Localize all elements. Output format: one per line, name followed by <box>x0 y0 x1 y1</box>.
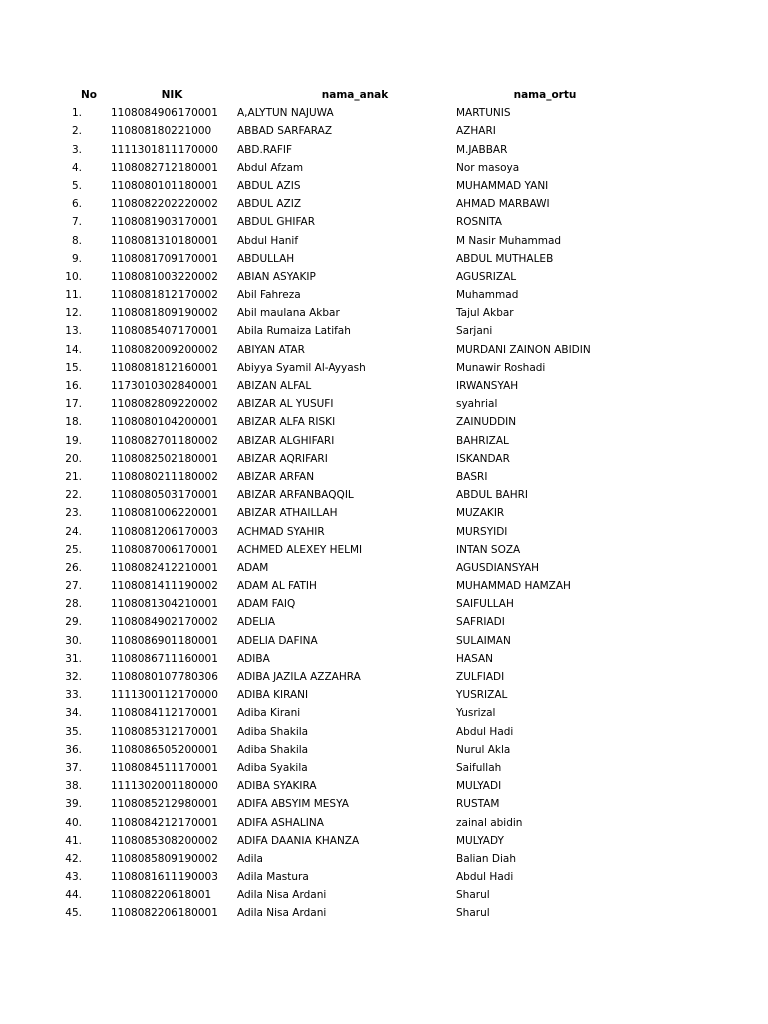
nama-anak-cell: ABIZAR ALGHIFARI <box>237 434 335 447</box>
row-number: 17. <box>65 398 82 411</box>
table-row <box>0 395 768 413</box>
nama-anak-cell: Adiba Shakila <box>237 743 309 756</box>
nama-ortu-cell: MULYADY <box>456 834 504 847</box>
row-number: 43. <box>65 871 82 884</box>
row-number: 26. <box>65 561 82 574</box>
row-number: 32. <box>65 671 82 683</box>
header-nama-ortu: nama_ortu <box>513 89 577 101</box>
row-number: 42. <box>65 852 82 865</box>
nik-cell: 1108081611190003 <box>111 871 218 884</box>
table-row <box>0 832 768 850</box>
table-row <box>0 741 768 759</box>
nama-ortu-cell: HASAN <box>456 652 493 665</box>
nama-anak-cell: ADIFA ABSYIM MESYA <box>237 798 349 811</box>
table-row <box>0 304 768 322</box>
nama-anak-cell: ADIBA JAZILA AZZAHRA <box>237 671 361 683</box>
nama-ortu-cell: MUHAMMAD YANI <box>456 179 549 192</box>
table-row <box>0 413 768 431</box>
nama-anak-cell: ABIZAR AQRIFARI <box>237 452 328 465</box>
nama-anak-cell: Adiba Shakila <box>237 725 309 738</box>
row-number: 31. <box>65 652 82 665</box>
nik-cell: 1108081304210001 <box>111 598 218 611</box>
nama-ortu-cell: Balian Diah <box>456 852 516 865</box>
nik-cell: 1108081709170001 <box>111 252 218 265</box>
nama-anak-cell: ADIBA <box>237 652 270 665</box>
nama-anak-cell: ABDUL AZIZ <box>237 198 302 211</box>
table-row <box>0 486 768 504</box>
nik-cell: 1108084212170001 <box>111 816 218 829</box>
row-number: 13. <box>65 325 82 338</box>
nik-cell: 1108082206180001 <box>111 907 218 920</box>
row-number: 9. <box>71 252 82 265</box>
table-row <box>0 650 768 668</box>
row-number: 36. <box>65 743 82 756</box>
row-number: 19. <box>65 434 82 447</box>
nama-ortu-cell: ISKANDAR <box>456 452 510 465</box>
nik-cell: 1108080211180002 <box>111 470 218 483</box>
row-number: 5. <box>71 179 82 192</box>
nik-cell: 1108081003220002 <box>111 270 218 283</box>
nama-ortu-cell: Munawir Roshadi <box>456 361 546 374</box>
table-row <box>0 541 768 559</box>
nama-ortu-cell: Muhammad <box>456 289 519 302</box>
nama-ortu-cell: MUZAKIR <box>456 507 505 520</box>
nama-anak-cell: ADAM AL FATIH <box>237 580 317 593</box>
table-row <box>0 577 768 595</box>
nik-cell: 1108081411190002 <box>111 580 218 593</box>
nama-anak-cell: Adila <box>237 852 263 865</box>
table-row <box>0 850 768 868</box>
nama-anak-cell: ADAM FAIQ <box>237 598 296 611</box>
nik-cell: 110808180221000 <box>111 125 212 138</box>
nik-cell: 1111302001180000 <box>111 780 218 793</box>
nama-ortu-cell: M.JABBAR <box>456 143 508 156</box>
nik-cell: 1108085312170001 <box>111 725 218 738</box>
row-number: 33. <box>65 689 82 702</box>
nama-ortu-cell: Nor masoya <box>456 161 520 174</box>
table-row <box>0 814 768 832</box>
row-number: 27. <box>65 580 82 593</box>
nama-anak-cell: ADELIA DAFINA <box>237 634 318 647</box>
nama-ortu-cell: INTAN SOZA <box>456 543 521 556</box>
nik-cell: 1108084511170001 <box>111 761 218 774</box>
table-row <box>0 359 768 377</box>
nama-anak-cell: Abdul Afzam <box>237 161 304 174</box>
nama-ortu-cell: Nurul Akla <box>456 743 511 756</box>
nik-cell: 1108085308200002 <box>111 834 218 847</box>
nik-cell: 1108080104200001 <box>111 416 218 429</box>
row-number: 1. <box>71 107 82 120</box>
nama-anak-cell: ABIZAN ALFAL <box>237 380 312 392</box>
nik-cell: 110808220618001 <box>111 889 212 902</box>
nik-cell: 1108082809220002 <box>111 398 218 411</box>
nama-anak-cell: ABIZAR ALFA RISKI <box>237 416 336 429</box>
nik-cell: 1108086901180001 <box>111 634 218 647</box>
nik-cell: 1108081812170002 <box>111 289 218 302</box>
nama-ortu-cell: SULAIMAN <box>456 634 511 647</box>
row-number: 10. <box>65 270 82 283</box>
nama-anak-cell: A,ALYTUN NAJUWA <box>237 107 334 120</box>
nama-ortu-cell: Yusrizal <box>456 707 496 720</box>
table-row <box>0 595 768 613</box>
nik-cell: 1108082009200002 <box>111 343 218 356</box>
nama-ortu-cell: M Nasir Muhammad <box>456 234 562 247</box>
table-header-row <box>0 86 768 104</box>
nama-ortu-cell: Tajul Akbar <box>456 307 514 320</box>
row-number: 29. <box>65 616 82 629</box>
nik-cell: 1108085809190002 <box>111 852 218 865</box>
data-table <box>0 86 768 923</box>
nama-anak-cell: ABIZAR AL YUSUFI <box>237 398 334 411</box>
nama-anak-cell: Adila Mastura <box>237 871 309 884</box>
nama-ortu-cell: AZHARI <box>456 125 496 138</box>
nama-ortu-cell: ZAINUDDIN <box>456 416 517 429</box>
table-row <box>0 450 768 468</box>
nama-anak-cell: ABBAD SARFARAZ <box>237 125 333 138</box>
row-number: 38. <box>65 780 82 793</box>
nama-anak-cell: ABD.RAFIF <box>237 143 293 156</box>
nama-anak-cell: ACHMAD SYAHIR <box>237 525 325 538</box>
nik-cell: 1108082202220002 <box>111 198 218 211</box>
nik-cell: 1108085407170001 <box>111 325 218 338</box>
nama-ortu-cell: AHMAD MARBAWI <box>456 198 550 211</box>
table-row <box>0 759 768 777</box>
nik-cell: 1108082502180001 <box>111 452 218 465</box>
row-number: 39. <box>65 798 82 811</box>
nik-cell: 1108082701180002 <box>111 434 218 447</box>
nama-ortu-cell: YUSRIZAL <box>456 689 508 702</box>
table-row <box>0 268 768 286</box>
nama-anak-cell: ADAM <box>237 561 269 574</box>
nama-ortu-cell: MARTUNIS <box>456 107 511 120</box>
nama-anak-cell: ABIYAN ATAR <box>237 343 305 356</box>
nama-ortu-cell: syahrial <box>456 398 498 411</box>
nama-ortu-cell: SAIFULLAH <box>456 598 514 611</box>
nama-anak-cell: ADIBA KIRANI <box>237 689 309 702</box>
row-number: 7. <box>71 216 82 229</box>
row-number: 28. <box>65 598 82 611</box>
row-number: 24. <box>65 525 82 538</box>
nama-anak-cell: Adila Nisa Ardani <box>237 907 327 920</box>
nama-anak-cell: ADELIA <box>237 616 276 629</box>
row-number: 18. <box>65 416 82 429</box>
nama-anak-cell: ACHMED ALEXEY HELMI <box>237 543 363 556</box>
nik-cell: 1108082712180001 <box>111 161 218 174</box>
nama-anak-cell: ABDUL AZIS <box>237 179 301 192</box>
table-row <box>0 559 768 577</box>
row-number: 44. <box>65 889 82 902</box>
row-number: 4. <box>71 161 82 174</box>
nama-ortu-cell: Saifullah <box>456 761 502 774</box>
nama-anak-cell: ADIFA DAANIA KHANZA <box>237 834 360 847</box>
row-number: 15. <box>65 361 82 374</box>
row-number: 30. <box>65 634 82 647</box>
row-number: 8. <box>71 234 82 247</box>
nama-anak-cell: ABIZAR ATHAILLAH <box>237 507 338 520</box>
table-row <box>0 250 768 268</box>
nama-ortu-cell: MURDANI ZAINON ABIDIN <box>456 343 591 356</box>
nama-ortu-cell: ABDUL BAHRI <box>456 489 529 502</box>
row-number: 35. <box>65 725 82 738</box>
row-number: 16. <box>65 380 82 392</box>
nama-anak-cell: Abila Rumaiza Latifah <box>237 325 351 338</box>
nama-ortu-cell: MURSYIDI <box>456 525 508 538</box>
nik-cell: 1108084902170002 <box>111 616 218 629</box>
nik-cell: 1173010302840001 <box>111 380 218 392</box>
nik-cell: 1108084112170001 <box>111 707 218 720</box>
nama-ortu-cell: AGUSDIANSYAH <box>456 561 540 574</box>
table-row <box>0 141 768 159</box>
nama-anak-cell: Abil maulana Akbar <box>237 307 340 320</box>
nama-ortu-cell: RUSTAM <box>456 798 500 811</box>
table-row <box>0 432 768 450</box>
nama-anak-cell: Adila Nisa Ardani <box>237 889 327 902</box>
table-row <box>0 341 768 359</box>
table-row <box>0 686 768 704</box>
nik-cell: 1108081310180001 <box>111 234 218 247</box>
table-row <box>0 122 768 140</box>
row-number: 20. <box>65 452 82 465</box>
nik-cell: 1111300112170000 <box>111 689 218 702</box>
nama-ortu-cell: ROSNITA <box>456 216 502 229</box>
nama-anak-cell: ADIFA ASHALINA <box>237 816 324 829</box>
row-number: 37. <box>65 761 82 774</box>
row-number: 23. <box>65 507 82 520</box>
nik-cell: 1111301811170000 <box>111 143 218 156</box>
nik-cell: 1108085212980001 <box>111 798 218 811</box>
nama-anak-cell: ABDULLAH <box>237 252 295 265</box>
row-number: 40. <box>65 816 82 829</box>
table-row <box>0 868 768 886</box>
nama-ortu-cell: SAFRIADI <box>456 616 505 629</box>
nama-anak-cell: Abdul Hanif <box>237 234 299 247</box>
table-row <box>0 886 768 904</box>
nama-anak-cell: ABDUL GHIFAR <box>237 216 316 229</box>
header-nik: NIK <box>161 89 183 101</box>
table-row <box>0 723 768 741</box>
nik-cell: 1108081809190002 <box>111 307 218 320</box>
nama-anak-cell: Adiba Kirani <box>237 707 301 720</box>
nama-ortu-cell: Sarjani <box>456 325 493 338</box>
table-row <box>0 777 768 795</box>
header-no: No <box>80 89 97 101</box>
table-row <box>0 286 768 304</box>
nama-ortu-cell: ABDUL MUTHALEB <box>456 252 554 265</box>
table-row <box>0 213 768 231</box>
nik-cell: 1108081903170001 <box>111 216 218 229</box>
nama-ortu-cell: IRWANSYAH <box>456 380 519 392</box>
nama-anak-cell: ADIBA SYAKIRA <box>237 780 317 793</box>
row-number: 21. <box>65 470 82 483</box>
nik-cell: 1108081206170003 <box>111 525 218 538</box>
nik-cell: 1108086505200001 <box>111 743 218 756</box>
nik-cell: 1108086711160001 <box>111 652 218 665</box>
table-row <box>0 377 768 395</box>
table-row <box>0 322 768 340</box>
table-row <box>0 668 768 686</box>
nik-cell: 1108081812160001 <box>111 361 218 374</box>
nik-cell: 1108082412210001 <box>111 561 218 574</box>
nik-cell: 1108080107780306 <box>111 671 218 683</box>
table-row <box>0 159 768 177</box>
nik-cell: 1108081006220001 <box>111 507 218 520</box>
table-row <box>0 613 768 631</box>
nama-anak-cell: ABIZAR ARFANBAQQIL <box>237 489 354 502</box>
row-number: 12. <box>65 307 82 320</box>
nama-ortu-cell: Abdul Hadi <box>456 871 514 884</box>
nama-ortu-cell: BAHRIZAL <box>456 434 509 447</box>
nik-cell: 1108080101180001 <box>111 179 218 192</box>
nama-ortu-cell: Abdul Hadi <box>456 725 514 738</box>
header-nama-anak: nama_anak <box>321 89 389 101</box>
row-number: 22. <box>65 489 82 502</box>
nama-ortu-cell: ZULFIADI <box>456 671 505 683</box>
table-row <box>0 195 768 213</box>
nik-cell: 1108080503170001 <box>111 489 218 502</box>
nama-ortu-cell: MUHAMMAD HAMZAH <box>456 580 571 593</box>
row-number: 34. <box>65 707 82 720</box>
row-number: 14. <box>65 343 82 356</box>
nama-anak-cell: ABIAN ASYAKIP <box>237 270 316 283</box>
nama-anak-cell: Abiyya Syamil Al-Ayyash <box>237 361 366 374</box>
row-number: 3. <box>71 143 82 156</box>
nama-ortu-cell: MULYADI <box>456 780 502 793</box>
table-row <box>0 632 768 650</box>
nama-ortu-cell: Sharul <box>456 907 490 920</box>
row-number: 11. <box>65 289 82 302</box>
table-row <box>0 232 768 250</box>
table-row <box>0 177 768 195</box>
table-row <box>0 468 768 486</box>
row-number: 45. <box>65 907 82 920</box>
table-row <box>0 504 768 522</box>
nama-ortu-cell: zainal abidin <box>456 816 523 829</box>
nama-anak-cell: Abil Fahreza <box>237 289 301 302</box>
row-number: 41. <box>65 834 82 847</box>
table-row <box>0 523 768 541</box>
table-row <box>0 795 768 813</box>
table-row <box>0 704 768 722</box>
nama-ortu-cell: AGUSRIZAL <box>456 270 517 283</box>
nama-ortu-cell: Sharul <box>456 889 490 902</box>
table-body <box>0 104 768 922</box>
nama-anak-cell: Adiba Syakila <box>237 761 308 774</box>
nik-cell: 1108087006170001 <box>111 543 218 556</box>
row-number: 2. <box>71 125 82 138</box>
nik-cell: 1108084906170001 <box>111 107 218 120</box>
row-number: 25. <box>65 543 82 556</box>
nama-ortu-cell: BASRI <box>456 470 488 483</box>
nama-anak-cell: ABIZAR ARFAN <box>237 470 315 483</box>
table-row <box>0 904 768 922</box>
row-number: 6. <box>71 198 82 211</box>
table-row <box>0 104 768 122</box>
